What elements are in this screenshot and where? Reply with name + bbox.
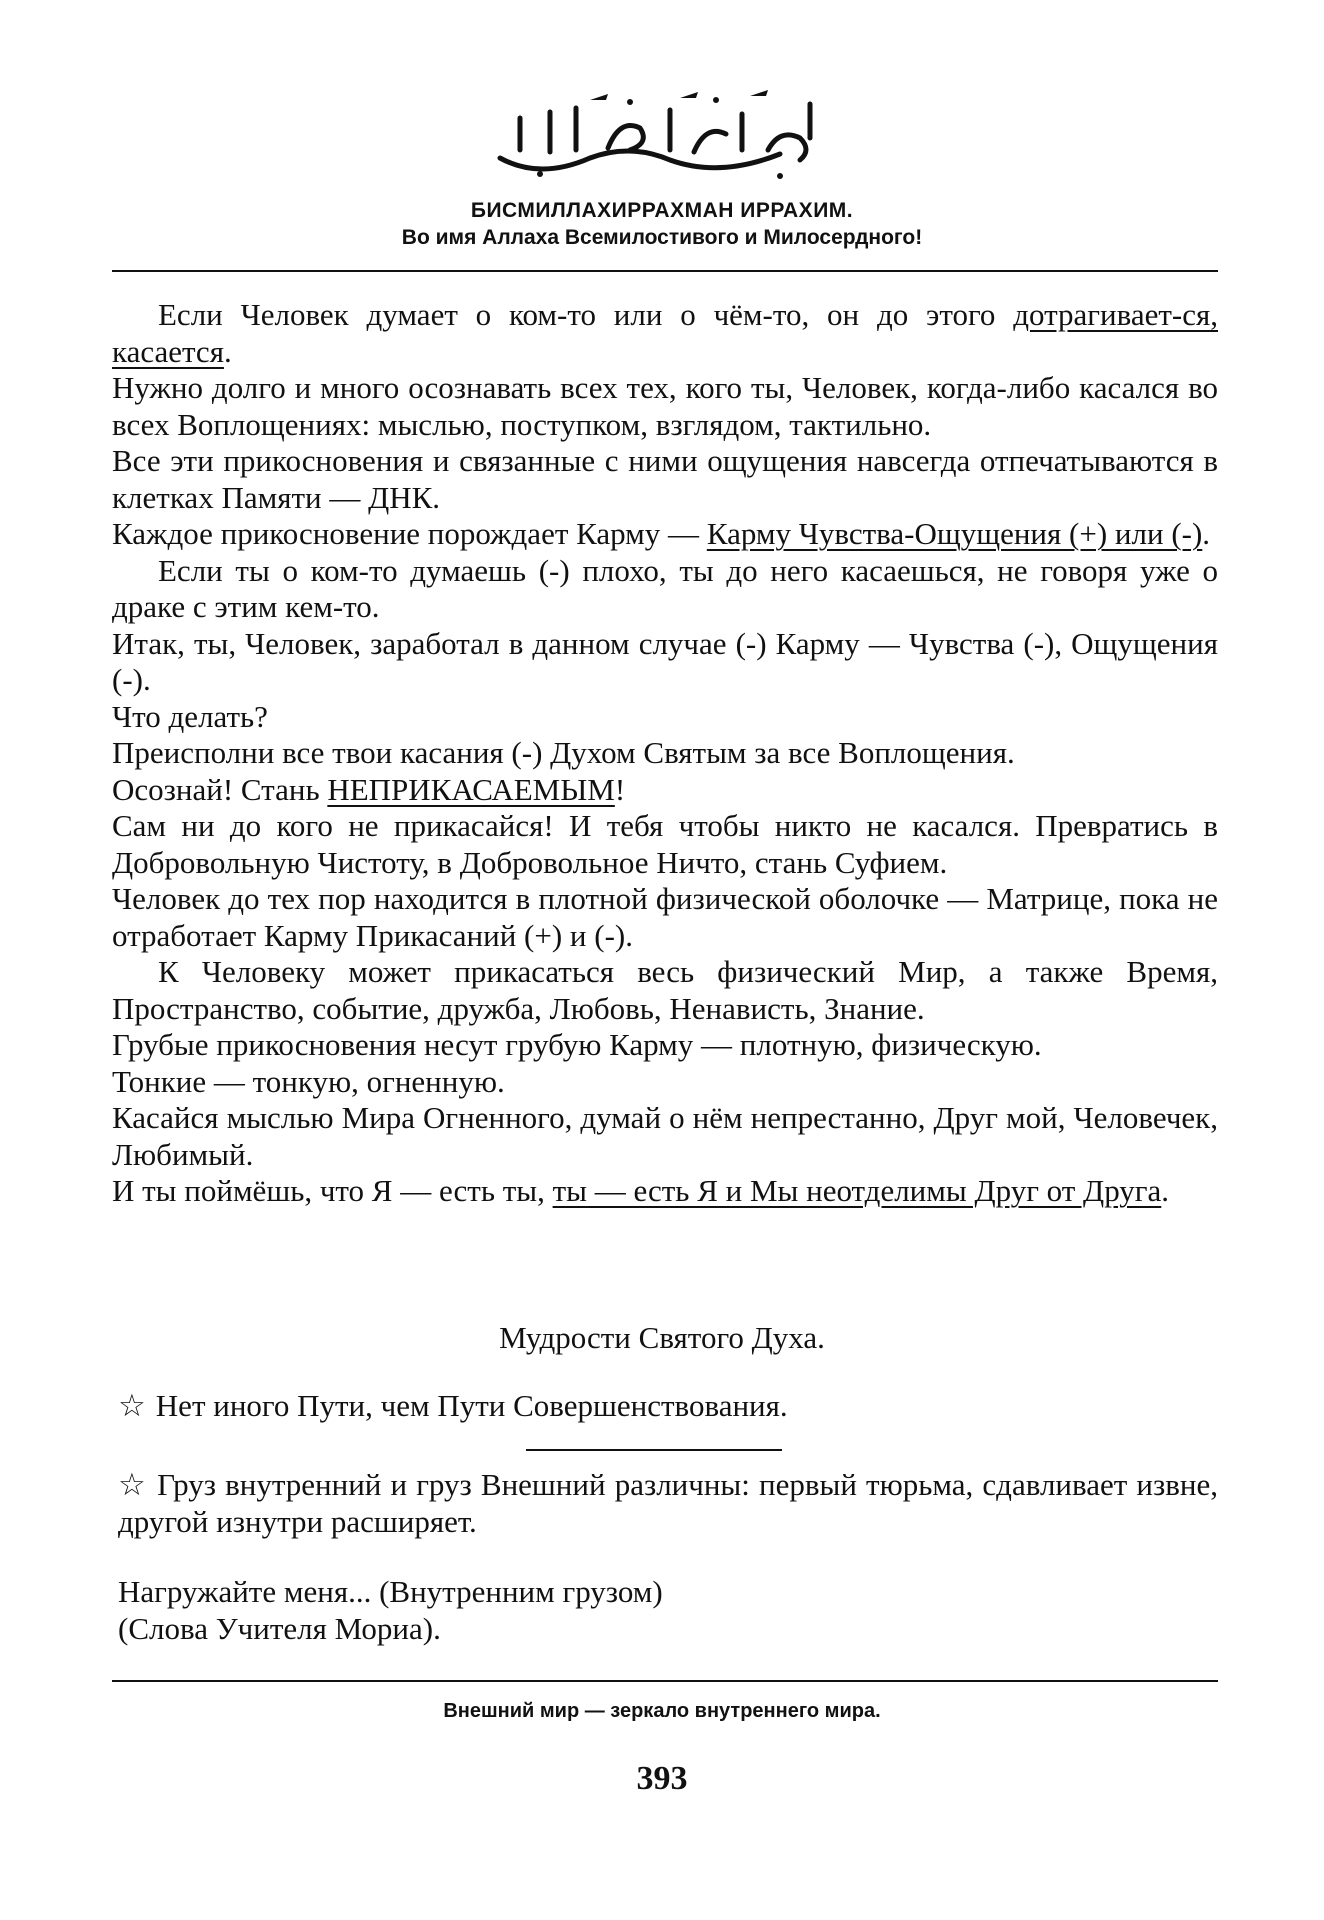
paragraph: Преисполни все твои касания (-) Духом Святым за все Воплощения. — [112, 735, 1015, 770]
page-header-subtitle: Во имя Аллаха Всемилостивого и Милосердного! — [401, 226, 923, 249]
bismillah-calligraphy-icon — [480, 88, 840, 188]
paragraph: Касайся мыслью Мира Огненного, думай о нём непрестанно, Друг мой, Человечек, Любимый. — [112, 1100, 1218, 1172]
footer-divider — [112, 1680, 1218, 1682]
paragraph: Итак, ты, Человек, заработал в данном случае (-) Карму — Чувства (-), Ощущения (-). — [112, 625, 1218, 697]
paragraph — [112, 297, 1218, 370]
underlined-text: ты — есть Я и Мы неотделимы Друг от Друга — [552, 1173, 1162, 1208]
underlined-text: дотрагивает-ся, касается — [112, 297, 1218, 369]
quote-line: (Слова Учителя Мориа). — [118, 1611, 441, 1646]
paragraph-text: ! — [614, 771, 626, 807]
paragraph — [112, 772, 1218, 809]
paragraph: Если ты о ком-то думаешь (-) плохо, ты до него касаешься, не говоря уже о драке с этим кем-то. — [112, 552, 1218, 624]
maxim — [118, 1466, 1218, 1540]
star-outline-icon: ☆ — [118, 1467, 148, 1502]
paragraph: Тонкие — тонкую, огненную. — [112, 1063, 505, 1099]
paragraph: К Человеку может прикасаться весь физический Мир, а также Время, Пространство, событие, дружба, Любовь, Ненависть, Знание. — [112, 954, 1218, 1026]
paragraph-text: . — [1202, 516, 1211, 551]
paragraph: Нужно долго и много осознавать всех тех, кого ты, Человек, когда-либо касался во всех Воплощениях: мыслью, поступком, взглядом, тактильно. — [112, 370, 1218, 442]
paragraph: Сам ни до кого не прикасайся! И тебя чтобы никто не касался. Превратись в Добровольную Чистоту, в Добровольное Ничто, стань Суфием. — [112, 808, 1218, 880]
paragraph-text: Осознай! Стань — [112, 771, 328, 807]
paragraph: Грубые прикосновения несут грубую Карму — плотную, физическую. — [112, 1027, 1042, 1062]
paragraph — [112, 516, 1218, 553]
paragraph: Все эти прикосновения и связанные с ними ощущения навсегда отпечатываются в клетках Памяти — ДНК. — [112, 443, 1218, 515]
section-title: Мудрости Святого Духа. — [499, 1320, 825, 1355]
footer-motto: Внешний мир — зеркало внутреннего мира. — [443, 1700, 881, 1722]
paragraph-text: . — [223, 333, 232, 369]
paragraph-text: Каждое прикосновение порождает Карму — — [112, 516, 707, 551]
paragraph-text: . — [1161, 1173, 1170, 1208]
header-divider — [112, 270, 1218, 272]
quote-line: Нагружайте меня... (Внутренним грузом) — [118, 1574, 663, 1609]
paragraph: Что делать? — [112, 698, 268, 734]
paragraph-text: И ты поймёшь, что Я — есть ты, — [112, 1173, 553, 1208]
star-outline-icon: ☆ — [118, 1388, 146, 1423]
maxim — [118, 1387, 1218, 1424]
maxim-text: Груз внутренний и груз Внешний различны: первый тюрьма, сдавливает извне, другой изнутри расширяет. — [118, 1467, 1218, 1539]
underlined-text: Карму Чувства-Ощущения (+) или (-) — [706, 516, 1203, 551]
page-header-title: БИСМИЛЛАХИРРАХМАН ИРРАХИМ. — [470, 199, 854, 222]
underlined-text: НЕПРИКАСАЕМЫМ — [327, 771, 615, 807]
paragraph — [112, 1173, 1218, 1210]
paragraph: Человек до тех пор находится в плотной физической оболочке — Матрице, пока не отработает Карму Прикасаний (+) и (-). — [112, 881, 1218, 953]
maxim-divider — [526, 1449, 782, 1451]
page-number: 393 — [636, 1760, 688, 1797]
main-text — [112, 297, 1218, 1210]
quote — [118, 1573, 1218, 1647]
maxim-text: Нет иного Пути, чем Пути Совершенствования. — [155, 1388, 788, 1423]
paragraph-text: Если Человек думает о ком-то или о чём-то, он до этого — [158, 297, 1014, 332]
